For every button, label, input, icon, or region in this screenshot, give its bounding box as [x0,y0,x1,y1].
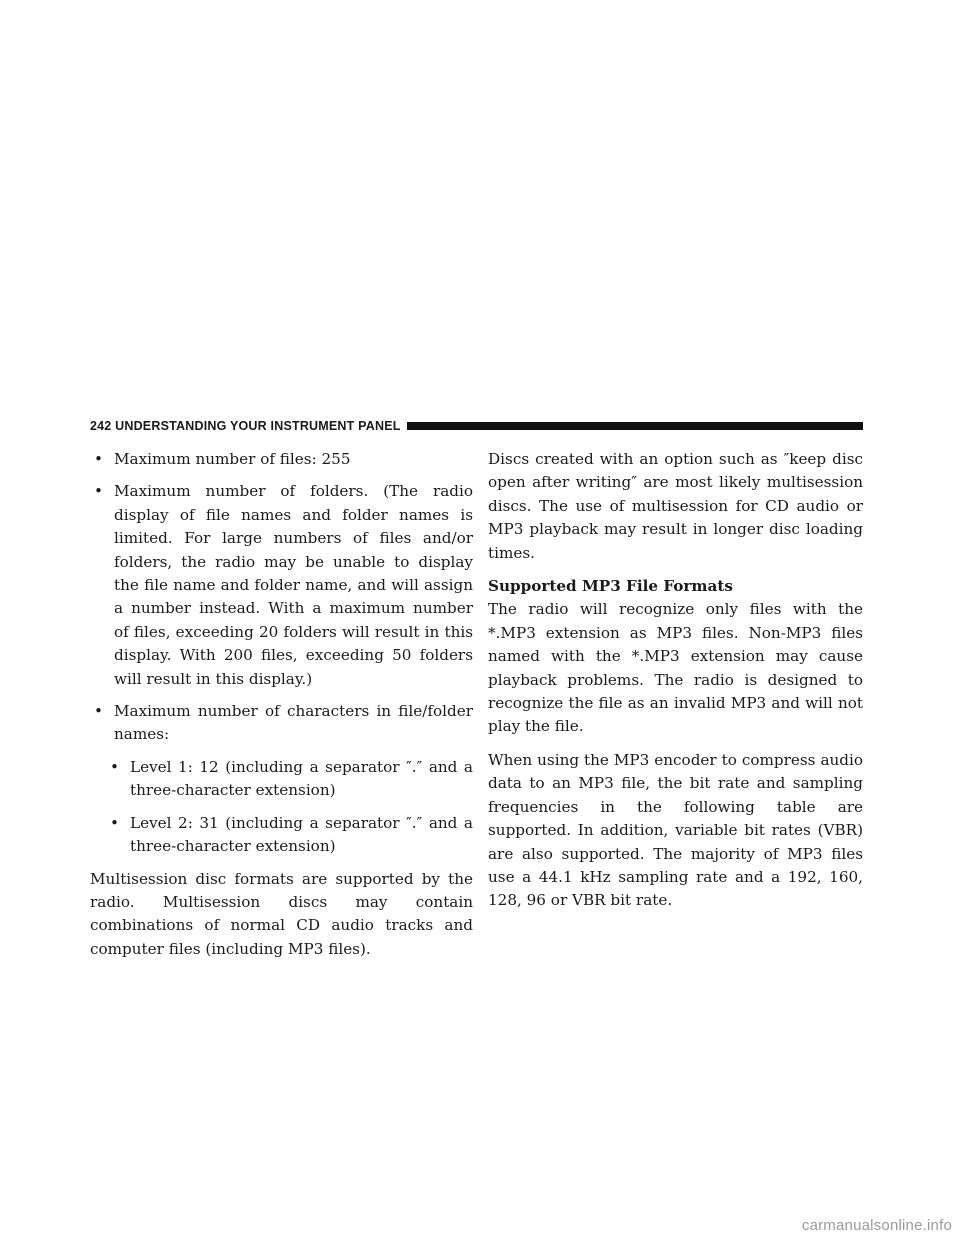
left-column [90,448,473,971]
section-heading: Supported MP3 File Formats [488,577,733,596]
bullet-icon: • [94,702,103,721]
list-item-text: Maximum number of files: 255 [114,450,351,468]
multisession-paragraph: Multisession disc formats are supported by the radio. Multisession discs may contain combinations of normal CD audio tracks and computer files (including MP3 files). [90,869,473,958]
list-item-text: Maximum number of folders. (The radio display of file names and folder names is limited. For large numbers of files and/or folders, the radio may be unable to display the file name and folder name, and will assign a number instead. With a maximum number of files, exceeding 20 folders will result in this display. With 200 files, exceeding 50 folders will result in this display.) [114,482,473,688]
bullet-icon: • [94,450,103,468]
multisession-discs-paragraph: Discs created with an option such as ″keep disc open after writing″ are most likely multisession discs. The use of multisession for CD audio or MP3 playback may result in longer disc loading times. [488,450,863,562]
list-item-text: Maximum number of characters in file/folder names: [114,702,473,744]
list-item [90,448,473,471]
mp3-extension-paragraph: The radio will recognize only files with the *.MP3 extension as MP3 files. Non-MP3 files named with the *.MP3 extension may cause playback problems. The radio is designed to recognize the file as an invalid MP3 and will not play the file. [488,600,863,736]
bullet-icon: • [94,482,103,501]
page-header [90,418,863,434]
bullet-icon: • [110,757,119,776]
page-header-title: 242 UNDERSTANDING YOUR INSTRUMENT PANEL [90,418,407,434]
bullet-icon: • [110,813,119,832]
list-item [90,700,473,747]
mp3-encoder-paragraph: When using the MP3 encoder to compress audio data to an MP3 file, the bit rate and sampling frequencies in the following table are supported. In addition, variable bit rates (VBR) are also supported. The majority of MP3 files use a 44.1 kHz sampling rate and a 192, 160, 128, 96 or VBR bit rate. [488,750,863,910]
right-column [488,448,863,923]
sub-list-item-text: Level 2: 31 (including a separator ″.″ and a three-character extension) [130,813,473,856]
watermark: carmanualsonline.info [801,1217,952,1234]
sub-list-item [106,756,473,803]
list-item [90,480,473,691]
sub-list-item-text: Level 1: 12 (including a separator ″.″ and a three-character extension) [130,757,473,800]
sub-list-item [106,812,473,859]
